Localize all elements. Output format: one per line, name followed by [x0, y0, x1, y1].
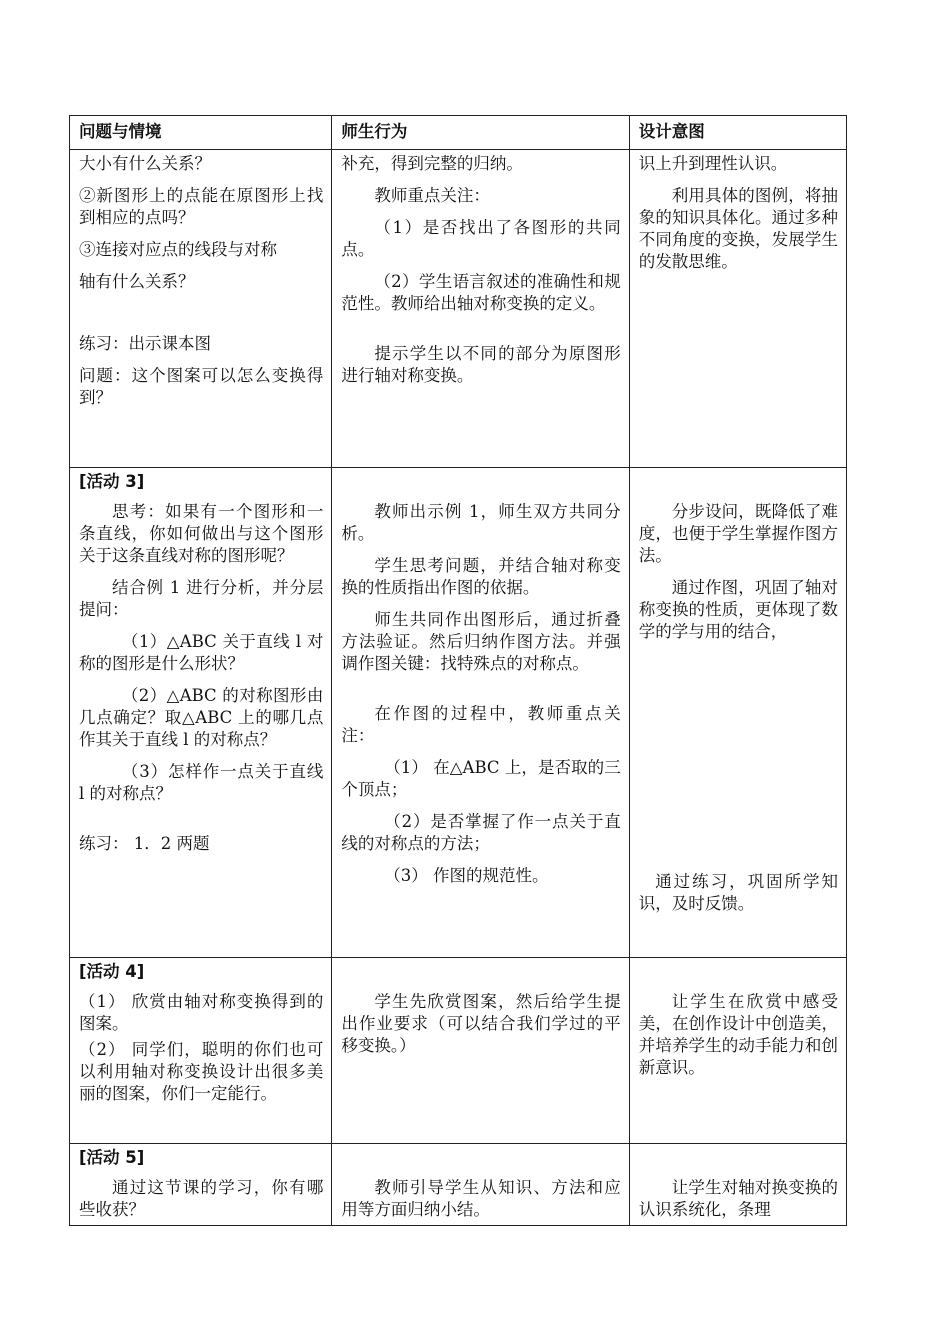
text-paragraph: ②新图形上的点能在原图形上找到相应的点吗？ [79, 186, 324, 227]
text-paragraph: 识上升到理性认识。 [638, 154, 788, 173]
text-paragraph: 思考：如果有一个图形和一条直线，你如何做出与这个图形关于这条直线对称的图形呢？ [79, 502, 324, 565]
cell-problem [70, 150, 332, 468]
text-paragraph: （2）是否掌握了作一点关于直线的对称点的方法； [341, 812, 621, 853]
text-paragraph: （1）是否找出了各图形的共同点。 [341, 218, 621, 259]
activity-label: [活动 5] [79, 1148, 145, 1167]
text-paragraph: 练习：出示课本图 [79, 334, 211, 353]
lesson-plan-table [69, 115, 847, 1226]
text-paragraph: 通过练习，巩固所学知识，及时反馈。 [638, 872, 838, 913]
cell-behavior [332, 468, 629, 958]
text-paragraph: 问题：这个图案可以怎么变换得到？ [79, 366, 324, 407]
text-paragraph: 通过这节课的学习，你有哪些收获？ [79, 1178, 324, 1219]
cell-intent [629, 1144, 846, 1226]
text-paragraph: 利用具体的图例，将抽象的知识具体化。通过多种不同角度的变换，发展学生的发散思维。 [638, 186, 838, 271]
text-paragraph: 教师重点关注： [374, 186, 490, 205]
text-paragraph: 让学生在欣赏中感受美，在创作设计中创造美，并培养学生的动手能力和创新意识。 [638, 992, 838, 1077]
text-paragraph: 在作图的过程中，教师重点关注： [341, 704, 621, 745]
table-row [70, 1144, 847, 1226]
cell-problem [70, 1144, 332, 1226]
text-paragraph: 师生共同作出图形后，通过折叠方法验证。然后归纳作图方法。并强调作图关键：找特殊点的对称点。 [341, 610, 621, 673]
text-paragraph: ③连接对应点的线段与对称 [79, 240, 277, 259]
activity-label: [活动 4] [79, 962, 145, 981]
text-paragraph: 学生思考问题，并结合轴对称变换的性质指出作图的依据。 [341, 556, 621, 597]
header-behavior: 师生行为 [332, 116, 629, 150]
table-row [70, 958, 847, 1144]
table-row [70, 468, 847, 958]
text-paragraph: 补充，得到完整的归纳。 [341, 154, 523, 173]
text-paragraph: 教师出示例 1，师生双方共同分析。 [341, 502, 621, 543]
text-paragraph: （1）△ABC 关于直线 l 对称的图形是什么形状？ [79, 632, 324, 673]
header-row [70, 116, 847, 150]
text-paragraph: （3） 作图的规范性。 [384, 866, 549, 885]
text-paragraph: 练习： 1．2 两题 [79, 834, 210, 853]
text-paragraph: 结合例 1 进行分析，并分层提问： [79, 578, 324, 619]
cell-behavior [332, 150, 629, 468]
text-paragraph: 学生先欣赏图案，然后给学生提出作业要求（可以结合我们学过的平移变换。） [341, 992, 621, 1055]
text-paragraph: （2） 同学们，聪明的你们也可以利用轴对称变换设计出很多美丽的图案，你们一定能行。 [79, 1040, 324, 1103]
header-problem: 问题与情境 [70, 116, 332, 150]
cell-behavior [332, 958, 629, 1144]
text-paragraph: （2）学生语言叙述的准确性和规范性。教师给出轴对称变换的定义。 [341, 272, 621, 313]
table-row [70, 150, 847, 468]
header-intent: 设计意图 [629, 116, 846, 150]
text-paragraph: （2）△ABC 的对称图形由几点确定？取△ABC 上的哪几点作其关于直线 l 的对称点？ [79, 686, 324, 749]
text-paragraph: 分步设问，既降低了难度，也便于学生掌握作图方法。 [638, 502, 838, 565]
cell-intent [629, 958, 846, 1144]
cell-problem [70, 958, 332, 1144]
text-paragraph: （3）怎样作一点关于直线 l 的对称点？ [79, 762, 324, 803]
text-paragraph: （1） 在△ABC 上，是否取的三个顶点； [341, 758, 621, 799]
cell-intent [629, 468, 846, 958]
cell-problem [70, 468, 332, 958]
text-paragraph: 提示学生以不同的部分为原图形进行轴对称变换。 [341, 344, 621, 385]
text-paragraph: 通过作图，巩固了轴对称变换的性质，更体现了数学的学与用的结合， [638, 578, 838, 641]
cell-intent [629, 150, 846, 468]
text-paragraph: 让学生对轴对换变换的认识系统化，条理 [638, 1178, 838, 1219]
cell-behavior [332, 1144, 629, 1226]
activity-label: [活动 3] [79, 472, 145, 491]
text-paragraph: 大小有什么关系？ [79, 154, 211, 173]
text-paragraph: 教师引导学生从知识、方法和应用等方面归纳小结。 [341, 1178, 621, 1219]
text-paragraph: 轴有什么关系？ [79, 272, 195, 291]
text-paragraph: （1） 欣赏由轴对称变换得到的图案。 [79, 992, 324, 1033]
